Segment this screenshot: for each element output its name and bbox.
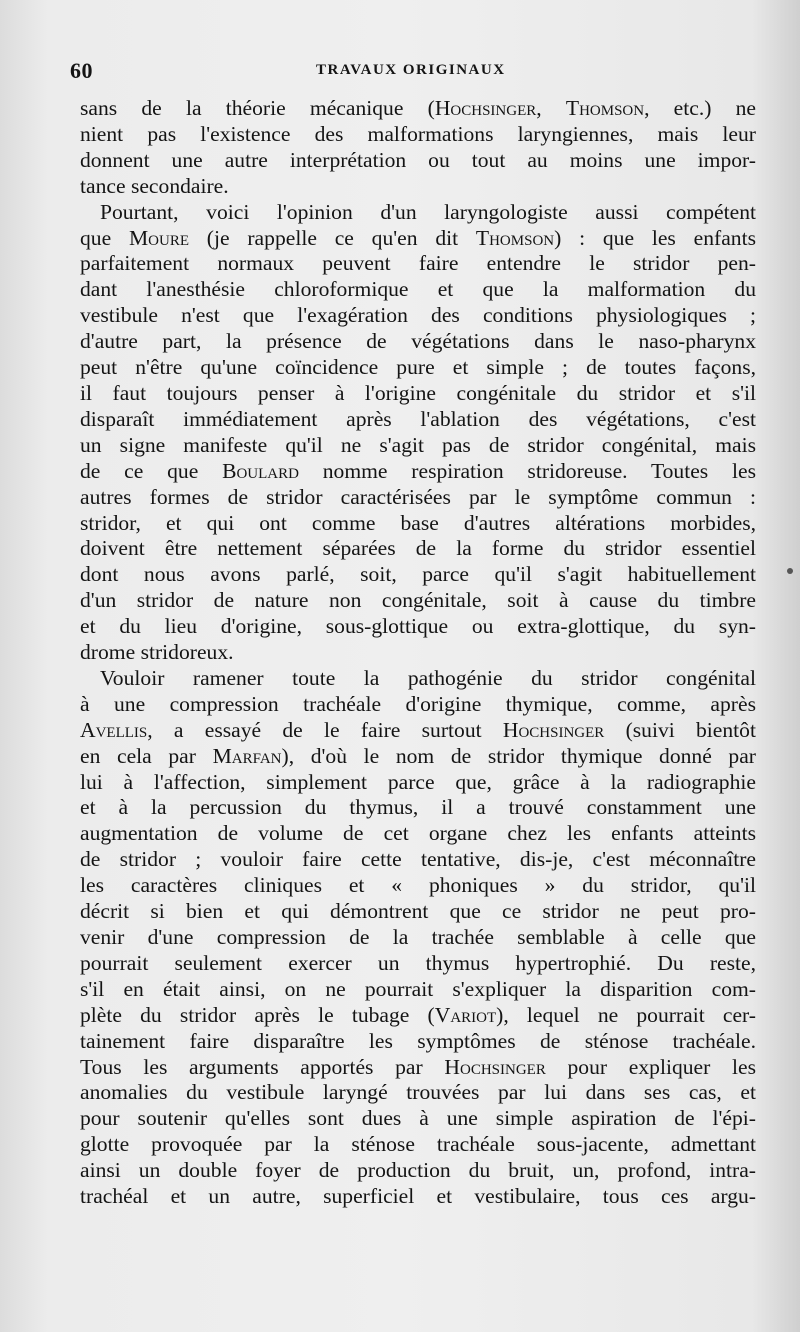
text-line [80,640,756,666]
text-line [80,536,756,562]
text-run: et du lieu d'origine, sous-glottique ou extra-glottique, du syn- [80,614,756,639]
text-run: vestibule n'est que l'exagération des conditions physiologiques ; [80,303,756,328]
text-run: pour soutenir qu'elles sont dues à une simple aspiration de l'épi- [80,1106,756,1131]
text-run: (je rappelle ce qu'en dit [189,225,476,250]
running-title: TRAVAUX ORIGINAUX [316,62,506,78]
author-name: Marfan [212,743,282,768]
text-line [80,459,756,485]
text-run: Vouloir ramener toute la pathogénie du stridor congénital [100,665,756,690]
text-line [80,821,756,847]
text-run: les caractères cliniques et « phoniques » du stridor, qu'il [80,873,756,898]
text-run: plète du stridor après le tubage ( [80,1002,435,1027]
text-run: lui à l'affection, simplement parce que, grâce à la radiographie [80,769,756,794]
text-run: d'autre part, la présence de végétations dans le naso-pharynx [80,329,756,354]
text-run: Pourtant, voici l'opinion d'un laryngologiste aussi compétent [100,199,756,224]
text-run: de ce que [80,458,223,483]
text-line [80,381,756,407]
text-run: ) : que les enfants [554,225,756,250]
author-name: Hochsinger [502,717,605,742]
text-run: , etc.) ne [644,96,757,120]
text-line [80,122,756,148]
text-run: un signe manifeste qu'il ne s'agit pas de stridor congénital, mais [80,432,756,457]
body-text [80,96,756,1210]
text-run: il faut toujours penser à l'origine congénitale du stridor et s'il [80,380,756,405]
author-name: Moure [128,225,190,250]
text-line [80,407,756,433]
text-run: trachéal et un autre, superficiel et vestibulaire, tous ces argu- [80,1184,756,1209]
text-run: drome stridoreux. [80,640,234,665]
text-run: (suivi bientôt [604,717,756,742]
text-line [80,666,756,692]
text-line [80,355,756,381]
text-line [80,692,756,718]
text-run: venir d'une compression de la trachée semblable à celle que [80,925,756,949]
text-line [80,1158,756,1184]
text-line [80,718,756,744]
text-line [80,847,756,873]
text-run: stridor, et qui ont comme base d'autres altérations morbides, [80,510,756,535]
text-run: dont nous avons parlé, soit, parce qu'il s'agit habituellement [80,562,756,587]
margin-mark [787,568,793,574]
text-line [80,329,756,355]
text-run: de stridor ; vouloir faire cette tentative, dis-je, c'est méconnaître [80,847,756,872]
text-run: peut n'être qu'une coïncidence pure et simple ; de toutes façons, [80,355,756,380]
text-run: décrit si bien et qui démontrent que ce stridor ne peut pro- [80,899,756,924]
text-line [80,433,756,459]
text-line [80,951,756,977]
text-line [80,562,756,588]
text-line [80,588,756,614]
text-line [80,1055,756,1081]
text-line [80,770,756,796]
text-line [80,226,756,252]
text-run: ), lequel ne pourrait cer- [496,1002,756,1027]
text-line [80,744,756,770]
text-run: dant l'anesthésie chloroformique et que la malformation du [80,277,756,302]
text-line [80,977,756,1003]
text-run: , a essayé de le faire surtout [147,717,503,742]
page-header [70,58,760,88]
text-line [80,303,756,329]
text-line [80,1003,756,1029]
text-run: à une compression trachéale d'origine thymique, comme, après [80,691,756,716]
text-run: pour expliquer les [545,1054,756,1079]
text-run: autres formes de stridor caractérisées par le symptôme commun : [80,484,756,509]
text-run: tance secondaire. [80,173,229,198]
author-name: Hochsinger [444,1054,546,1079]
text-run: donnent une autre interprétation ou tout au moins une impor- [80,147,756,172]
text-line [80,925,756,951]
text-line [80,795,756,821]
text-run: et à la percussion du thymus, il a trouvé constamment une [80,795,756,820]
text-run: anomalies du vestibule laryngé trouvées par lui dans ses cas, et [80,1080,756,1105]
author-name: Thomson [475,225,555,250]
text-line [80,1080,756,1106]
author-name: Boulard [222,458,299,483]
text-line [80,899,756,925]
text-line [80,1029,756,1055]
text-line [80,873,756,899]
text-run: nient pas l'existence des malformations laryngiennes, mais leur [80,121,756,146]
text-line [80,511,756,537]
text-run: glotte provoquée par la sténose trachéale sous-jacente, admettant [80,1132,756,1157]
text-line [80,251,756,277]
text-line [80,1184,756,1210]
text-run: augmentation de volume de cet organe chez les enfants atteints [80,821,756,846]
text-run: d'un stridor de nature non congénitale, soit à cause du timbre [80,588,756,613]
text-run: que [80,225,129,250]
text-run: sans de la théorie mécanique ( [80,96,435,120]
author-name: Thomson [565,96,645,120]
text-run: s'il en était ainsi, on ne pourrait s'expliquer la disparition com- [80,976,756,1001]
author-name: Hochsinger [434,96,537,120]
text-line [80,1132,756,1158]
text-run: Tous les arguments apportés par [80,1054,445,1079]
text-line [80,485,756,511]
text-run: doivent être nettement séparées de la forme du stridor essentiel [80,536,756,561]
text-run: tainement faire disparaître les symptômes de sténose trachéale. [80,1028,756,1053]
text-run: ainsi un double foyer de production du bruit, un, profond, intra- [80,1158,756,1183]
text-line [80,277,756,303]
text-line [80,96,756,122]
author-name: Avellis [80,717,148,742]
text-run: disparaît immédiatement après l'ablation des végétations, c'est [80,406,756,431]
page-number: 60 [70,58,93,83]
text-run: en cela par [80,743,213,768]
text-line [80,174,756,200]
text-run: parfaitement normaux peuvent faire entendre le stridor pen- [80,251,756,276]
text-run: pourrait seulement exercer un thymus hypertrophié. Du reste, [80,950,756,975]
text-run: nomme respiration stridoreuse. Toutes les [298,458,756,483]
text-line [80,614,756,640]
text-line [80,200,756,226]
text-run: ), d'où le nom de stridor thymique donné par [281,743,757,768]
author-name: Variot [434,1002,497,1027]
text-line [80,1106,756,1132]
text-line [80,148,756,174]
text-run: , [536,96,566,120]
